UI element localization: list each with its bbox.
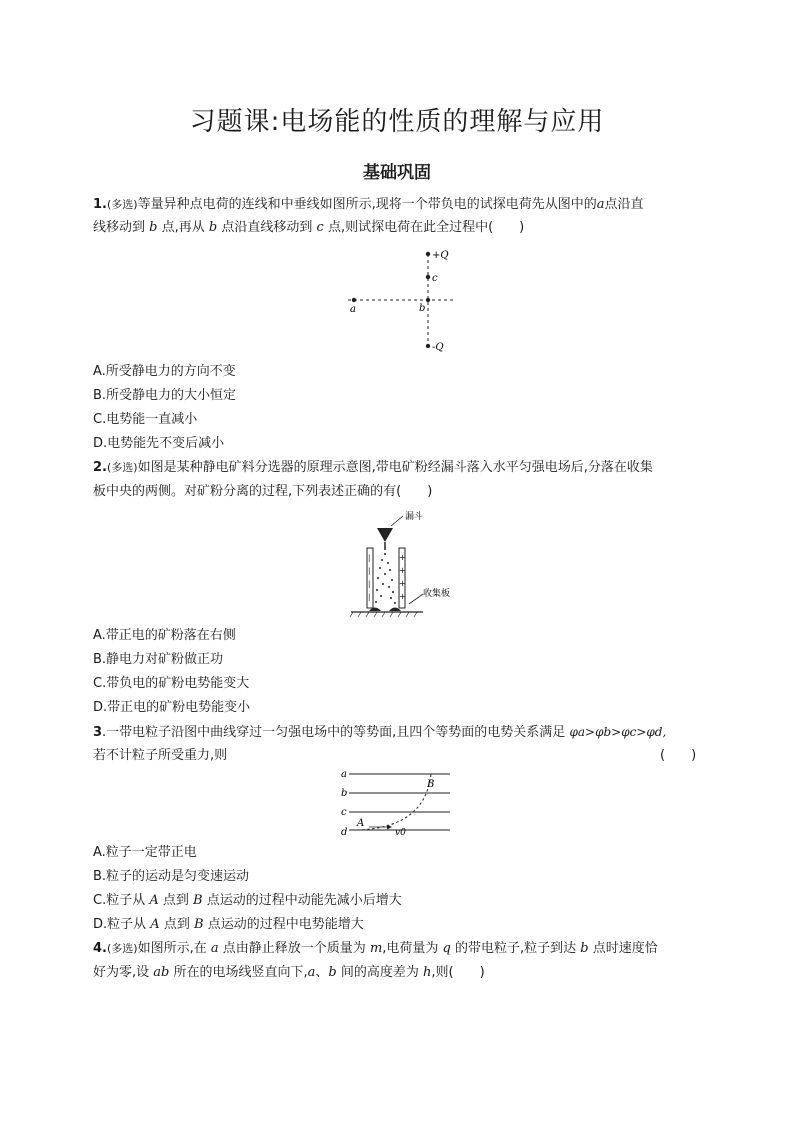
q1-text-1: 等量异种点电荷的连线和中垂线如图所示,现将一个带负电的试探电荷先从图中的 [137,197,597,212]
q4-text-2a: 好为零,设 [93,965,150,980]
q4-text-2c: 、 [315,965,329,980]
svg-text:+: + [399,592,406,601]
q3-line2: 若不计粒子所受重力,则 [93,748,228,763]
q2-funnel-label: 漏斗 [405,512,424,522]
q4-point-a: a [210,941,219,956]
q4-point-a2: a [307,965,316,980]
q1-number: 1 [93,197,103,212]
q1-minus-q-label: -Q [432,342,444,353]
q1-plus-charge-dot [426,252,430,256]
q3-d-part3: 点运动的过程中电势能增大 [207,917,364,932]
q1-figure [340,242,470,354]
q1-option-b: B.所受静电力的大小恒定 [93,388,237,403]
section-title: 基础巩固 [363,163,431,183]
q4-line2 [93,963,485,983]
q1-point-a-dot [352,298,356,302]
q2-tag: (多选) [107,461,138,474]
q4-tag: (多选) [107,942,138,955]
q1-point-b-dot [426,298,430,302]
q3-d-point-b: B [193,917,204,932]
q1-point-b2: b [208,220,218,235]
svg-text:+: + [399,553,406,562]
q3-trajectory [357,774,431,830]
q3-option-b: B.粒子的运动是匀变速运动 [93,869,250,884]
q3-number: 3 [93,725,103,740]
q1-option-c: C.电势能一直减小 [93,412,198,427]
q3-answer-paren: ( ) [660,748,697,763]
q3-label-c: c [341,807,347,818]
q2-option-a: A.带正电的矿粉落在右侧 [93,628,236,643]
q3-d-point-a: A [150,917,160,932]
q3-text-1: .一带电粒子沿图中曲线穿过一匀强电场中的等势面,且四个等势面的电势关系满足 [102,725,566,740]
q4-text-1d: 的带电粒子,粒子到达 [455,941,577,956]
q2-funnel-pointer [391,516,403,526]
q1-option-d: D.电势能先不变后减小 [93,436,225,451]
q2-particles [375,553,396,604]
q1-line2 [93,218,524,238]
q4-mass: m [369,941,383,956]
q3-c-part1: C.粒子从 [93,893,146,908]
q1-option-a: A.所受静电力的方向不变 [93,364,236,379]
q4-text-2e: ,则( ) [431,965,485,980]
q1-point-c: c [316,220,324,235]
q3-label-a: a [341,769,347,780]
svg-text:|: | [368,580,371,588]
q3-option-a: A.粒子一定带正电 [93,845,197,860]
q3-c-point-b: B [193,893,203,908]
q4-line1: 4.(多选)如图所示,在 a 点由静止释放一个质量为 m,电荷量为 q 的带电粒子,粒子到达 b 点时速度恰 [93,941,658,956]
q4-point-b2: b [328,965,337,980]
q3-label-v0: v0 [395,828,406,838]
q3-label-d: d [341,827,348,838]
q1-text-2d: 点,则试探电荷在此全过程中( ) [327,220,525,235]
q1-text-1-end: 点沿直 [604,197,644,212]
q3-label-point-b: B [427,779,435,790]
q3-figure [335,766,465,838]
q3-relation: φa>φb>φc>φd, [569,725,667,739]
q3-c-part2: 点到 [162,893,189,908]
q1-c-label: c [432,273,438,284]
q4-number: 4 [93,941,103,956]
svg-text:+: + [399,579,406,588]
q4-height: h [423,965,432,980]
q1-line1: 1.(多选)等量异种点电荷的连线和中垂线如图所示,现将一个带负电的试探电荷先从图中的a点沿直 [93,197,644,212]
q4-text-1a: 如图所示,在 [137,941,207,956]
q3-label-b: b [341,788,348,799]
q3-line1 [93,722,666,743]
q1-text-2c: 点沿直线移动到 [221,220,313,235]
q2-number: 2 [93,460,103,475]
q2-funnel-shape [377,528,393,542]
q2-plate-pointer [409,594,423,604]
q3-d-part1: D.粒子从 [93,917,147,932]
q4-point-b: b [580,941,589,956]
q1-plus-q-label: +Q [432,250,449,261]
svg-text:|: | [368,593,371,601]
page-title: 习题课:电场能的性质的理解与应用 [189,107,605,137]
q4-text-2d: 间的高度差为 [340,965,419,980]
q4-text-2b: 所在的电场线竖直向下, [173,965,308,980]
q2-option-c: C.带负电的矿粉电势能变大 [93,676,250,691]
q4-text-1b: 点由静止释放一个质量为 [222,941,366,956]
q4-segment-ab: ab [153,965,170,980]
q2-plate-label: 收集板 [423,589,451,599]
q3-option-d [93,915,364,935]
q2-text-1: 如图是某种静电矿料分选器的原理示意图,带电矿粉经漏斗落入水平匀强电场后,分落在收集 [137,460,653,475]
svg-text:+: + [399,566,406,575]
q2-figure [345,508,455,620]
q3-label-point-a: A [357,818,365,829]
q1-b-label: b [419,303,426,314]
q2-line2: 板中央的两侧。对矿粉分离的过程,下列表述正确的有( ) [93,484,433,499]
q1-text-2a: 线移动到 [93,220,146,235]
q1-point-a: a [596,197,605,212]
q4-text-1e: 点时速度恰 [592,941,658,956]
q1-point-c-dot [426,275,430,279]
q1-minus-charge-dot [426,344,430,348]
q1-tag: (多选) [107,198,138,211]
q3-option-c [93,891,402,911]
svg-text:|: | [368,567,371,575]
q1-point-b: b [149,220,158,235]
q1-text-2b: 点,再从 [161,220,205,235]
q4-text-1c: ,电荷量为 [382,941,439,956]
q2-option-d: D.带正电的矿粉电势能变小 [93,700,251,715]
q3-c-point-a: A [149,893,159,908]
q3-d-part2: 点到 [163,917,190,932]
q3-c-part3: 点运动的过程中动能先减小后增大 [206,893,402,908]
q2-line1: 2.(多选)如图是某种静电矿料分选器的原理示意图,带电矿粉经漏斗落入水平匀强电场后,分落在收集 [93,460,653,475]
svg-text:|: | [368,554,371,562]
q4-charge: q [442,941,451,956]
q2-option-b: B.静电力对矿粉做正功 [93,652,224,667]
q1-a-label: a [350,304,356,315]
